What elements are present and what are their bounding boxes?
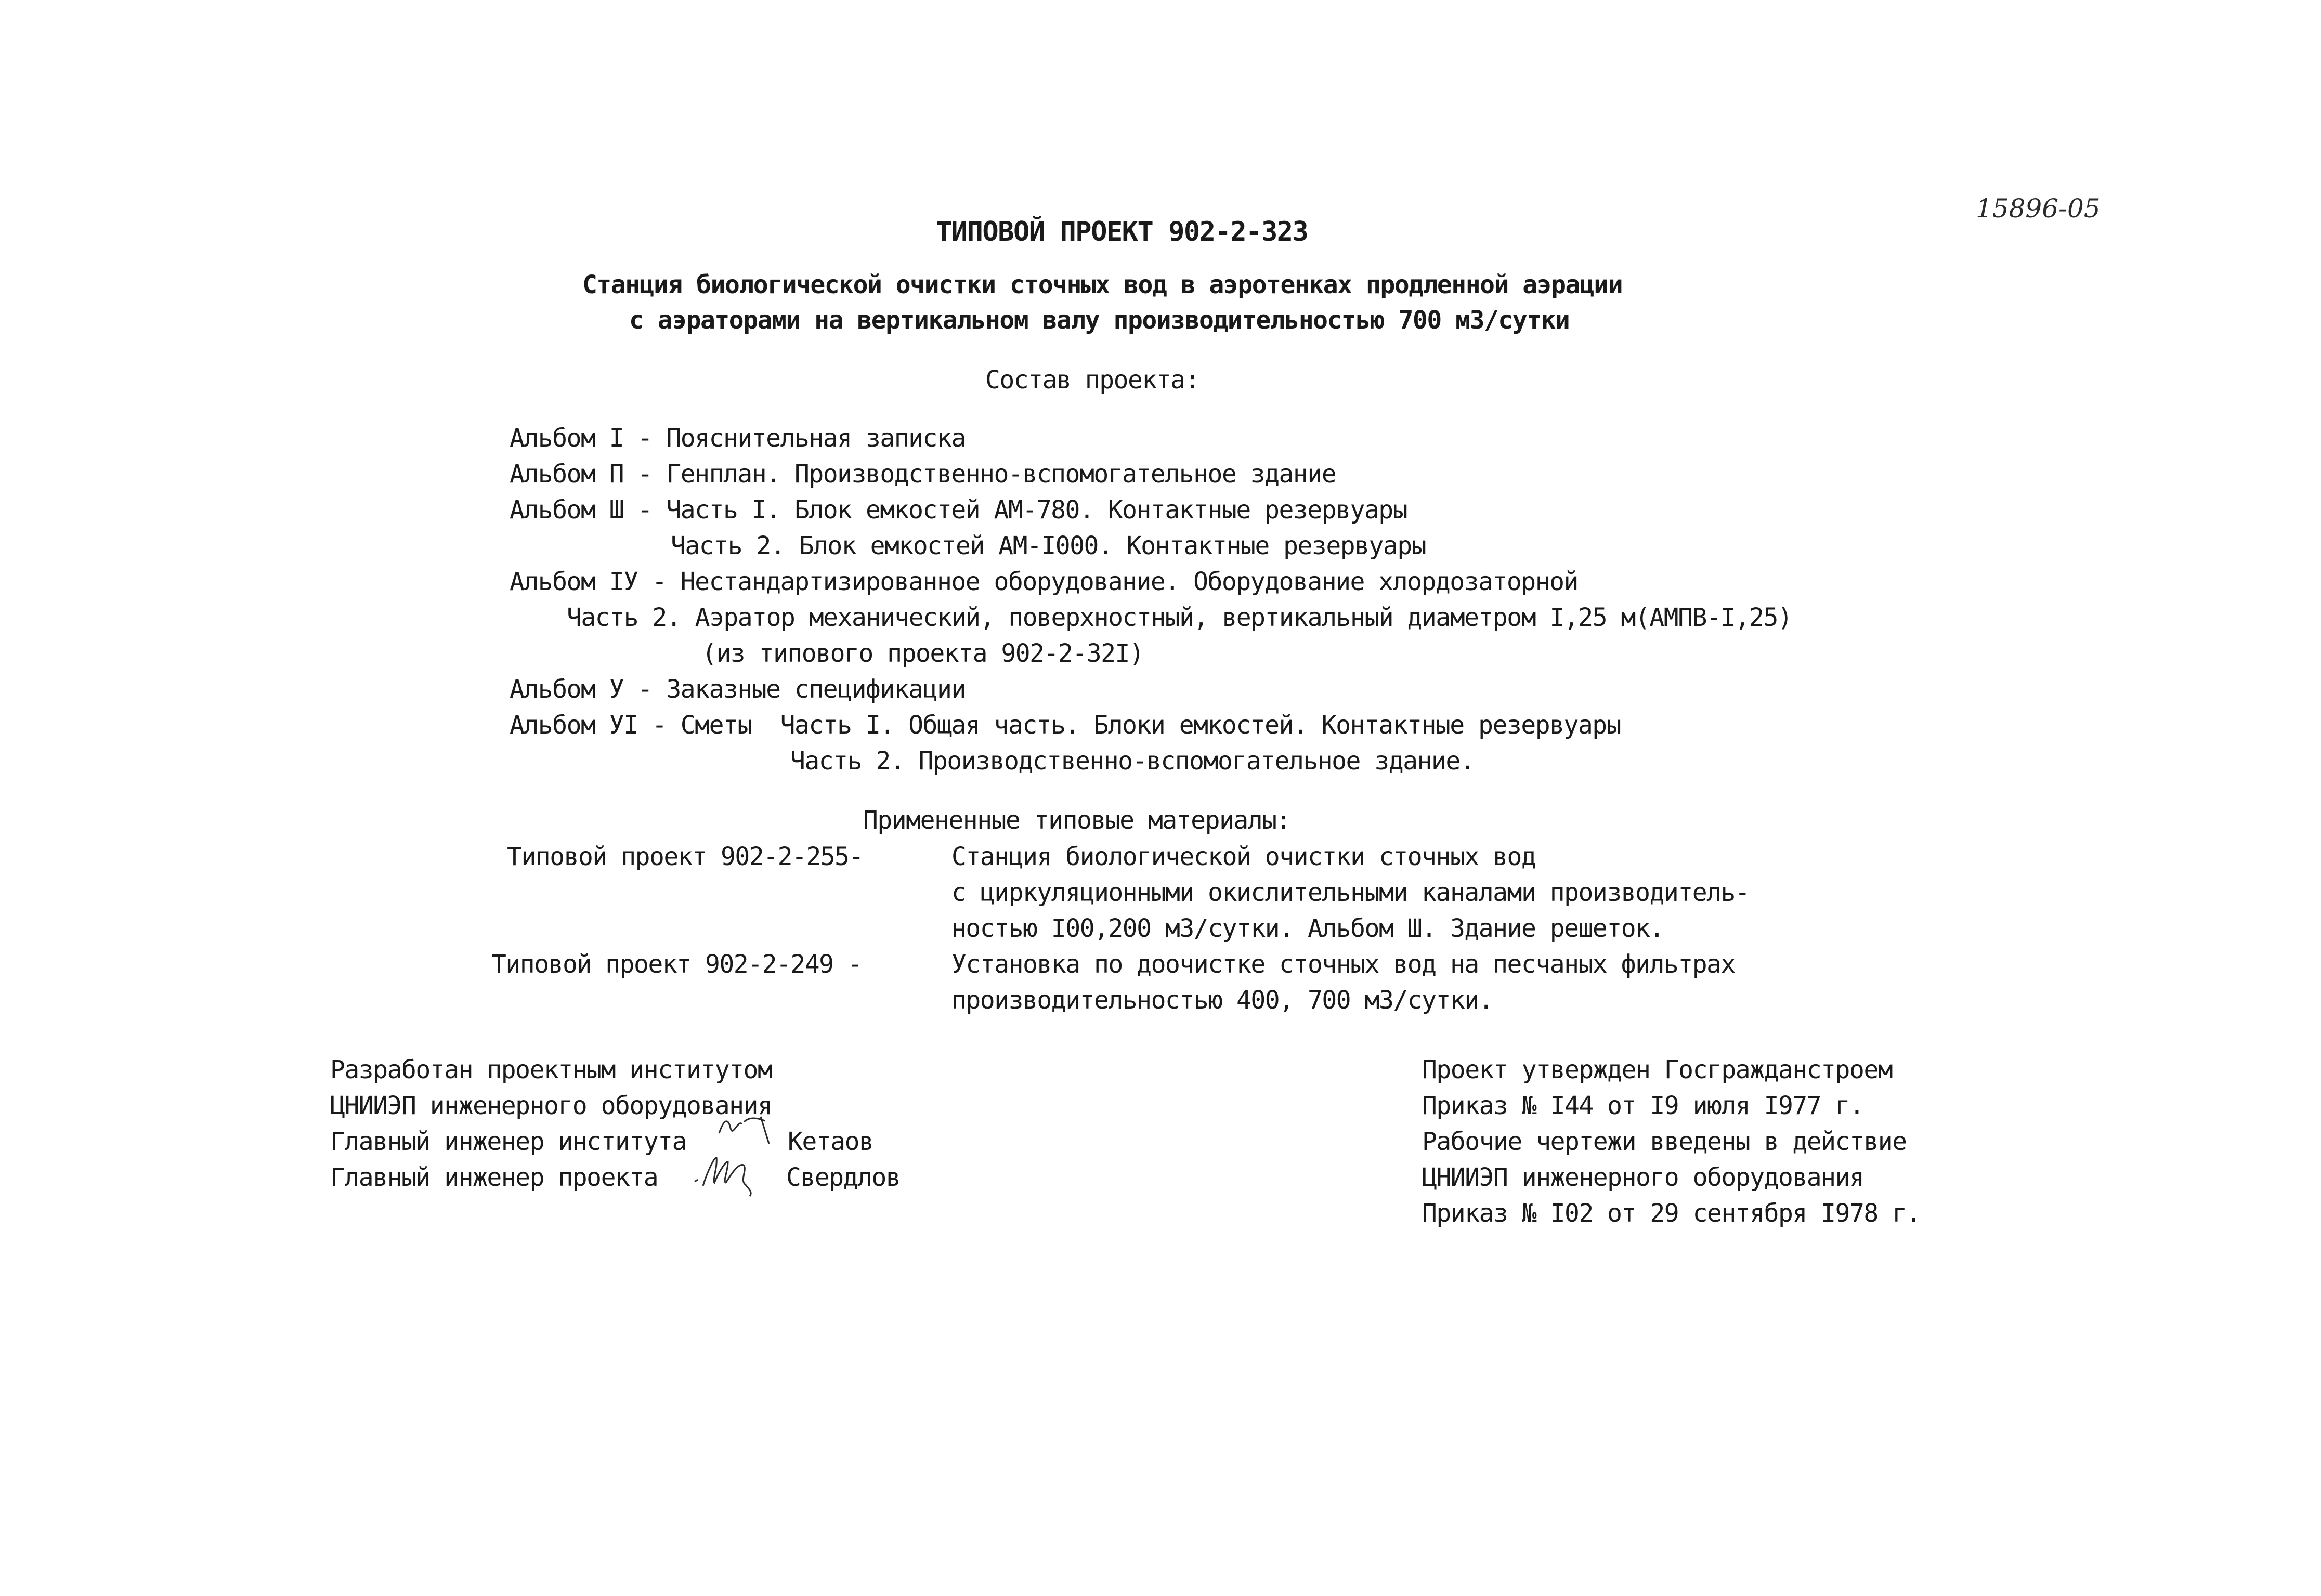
approved-line-1: Проект утвержден Госгражданстроем (1422, 1055, 1893, 1084)
chief-institute-label: Главный инженер института (330, 1127, 686, 1156)
material-1-desc-2: с циркуляционными окислительными каналами производитель- (951, 878, 1750, 907)
chief-institute-signature (715, 1113, 793, 1149)
album-3-part-1-line: Альбом Ш - Часть I. Блок емкостей АМ-780. Контактные резервуары (510, 495, 1407, 525)
materials-heading: Примененные типовые материалы: (863, 806, 1290, 835)
album-6-part-2-line: Часть 2. Производственно-вспомогательное здание. (790, 747, 1475, 776)
page-title: ТИПОВОЙ ПРОЕКТ 902-2-323 (936, 216, 1308, 247)
subtitle-line-1: Станция биологической очистки сточных вод в аэротенках продленной аэрации (582, 270, 1623, 299)
approved-line-5: Приказ № I02 от 29 сентября I978 г. (1422, 1199, 1921, 1228)
album-5-line: Альбом У - Заказные спецификации (510, 675, 966, 704)
material-1-desc-1: Станция биологической очистки сточных вод (951, 842, 1536, 871)
album-3-part-2-line: Часть 2. Блок емкостей АМ-I000. Контактные резервуары (671, 531, 1426, 560)
subtitle-line-2: с аэраторами на вертикальном валу производительностью 700 м3/сутки (629, 306, 1570, 335)
album-4-part-2-line: Часть 2. Аэратор механический, поверхностный, вертикальный диаметром I,25 м(АМПВ-I,25) (567, 603, 1792, 632)
approved-line-2: Приказ № I44 от I9 июля I977 г. (1422, 1091, 1864, 1120)
material-1-ref: Типовой проект 902-2-255- (507, 842, 863, 871)
chief-project-name: Свердлов (786, 1163, 901, 1192)
album-2-line: Альбом П - Генплан. Производственно-вспомогательное здание (510, 460, 1336, 489)
chief-institute-name: Кетаов (788, 1127, 873, 1156)
composition-heading: Состав проекта: (985, 365, 1199, 395)
archive-number: 15896-05 (1976, 193, 2101, 224)
material-2-desc-1: Установка по доочистке сточных вод на песчаных фильтрах (951, 950, 1735, 979)
chief-project-label: Главный инженер проекта (330, 1163, 658, 1192)
developed-line-1: Разработан проектным институтом (330, 1055, 772, 1084)
album-1-line: Альбом I - Пояснительная записка (510, 424, 966, 453)
material-2-ref: Типовой проект 902-2-249 - (491, 950, 862, 979)
approved-line-3: Рабочие чертежи введены в действие (1422, 1127, 1907, 1156)
material-2-desc-2: производительностью 400, 700 м3/сутки. (951, 986, 1493, 1015)
material-1-desc-3: ностью I00,200 м3/сутки. Альбом Ш. Здание решеток. (951, 914, 1664, 943)
album-4-source-line: (из типового проекта 902-2-32I) (702, 639, 1144, 668)
developed-line-2: ЦНИИЭП инженерного оборудования (330, 1091, 772, 1120)
album-4-line: Альбом IУ - Нестандартизированное оборудование. Оборудование хлордозаторной (510, 567, 1578, 596)
chief-project-signature (692, 1152, 775, 1198)
album-6-part-1-line: Альбом УI - Сметы Часть I. Общая часть. Блоки емкостей. Контактные резервуары (510, 711, 1621, 740)
approved-line-4: ЦНИИЭП инженерного оборудования (1422, 1163, 1864, 1192)
